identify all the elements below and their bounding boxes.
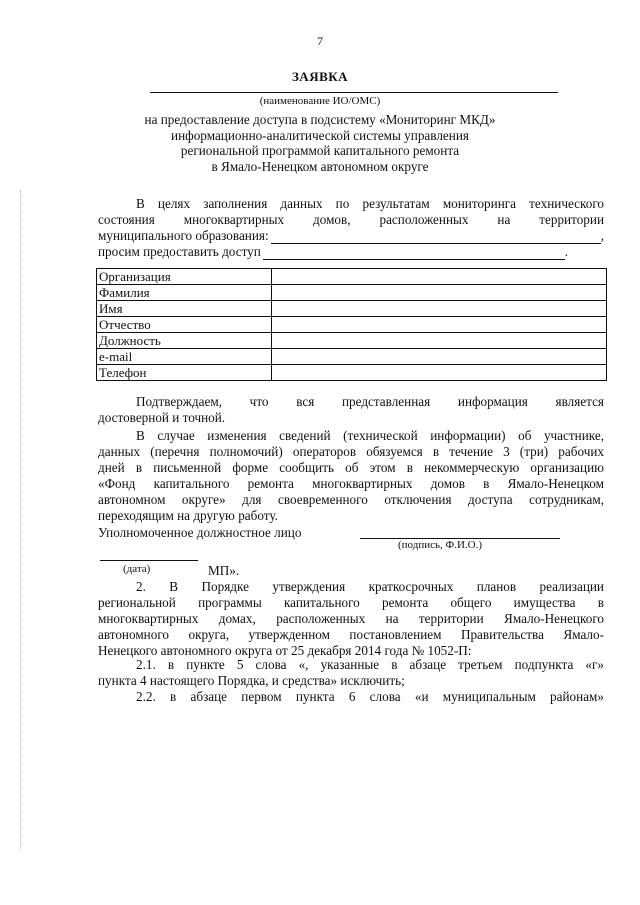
row-value[interactable] [272,317,607,333]
description-line: в Ямало-Ненецком автономном округе [211,158,429,174]
description-line: региональной программой капитального ремонта [180,143,460,158]
page-number: 7 [317,34,323,48]
municipality-field[interactable] [271,232,601,244]
document-title: ЗАЯВКА [291,69,349,84]
table-row [97,301,607,317]
scan-edge-mark [20,190,21,850]
amendment-line: региональной программы капитального ремонта общего имущества в [98,595,604,610]
amendment-line: 2.1. в пункте 5 слова «, указанные в абзаце третьем подпункта «г» [136,657,604,672]
intro-line: В целях заполнения данных по результатам мониторинга технического [136,196,604,211]
date-line[interactable] [100,560,198,561]
row-label: Фамилия [97,285,272,301]
amendment-paragraph-2 [98,579,604,659]
row-label: e-mail [97,349,272,365]
access-period: . [564,244,568,259]
description-line: информационно-аналитической системы управления [171,127,469,143]
row-label: Отчество [97,317,272,333]
municipality-label: муниципального образования: [98,228,269,243]
table-row [97,317,607,333]
table-row [97,333,607,349]
amendment-line: Ненецкого автономного округа от 25 декабря 2014 года № 1052-П: [98,643,472,658]
table-row [97,269,607,285]
intro-line: состояния многоквартирных домов, расположенных на территории [98,212,604,227]
row-label: Организация [97,269,272,285]
confirm-line: достоверной и точной. [98,410,226,425]
table-row [97,349,607,365]
amendment-line: многоквартирных домах, расположенных на территории Ямало-Ненецкого [98,611,604,626]
org-label: (наименование ИО/ОМС) [259,95,381,107]
change-notice-paragraph [98,428,604,524]
access-field[interactable] [263,248,565,260]
access-label: просим предоставить доступ [98,244,261,259]
row-value[interactable] [272,333,607,349]
confirm-line: Подтверждаем, что вся представленная информация является [136,394,604,409]
org-name-line [150,92,558,93]
row-value[interactable] [272,365,607,381]
amendment-line: 2. В Порядке утверждения краткосрочных планов реализации [136,579,604,594]
confirmation-paragraph [98,394,604,426]
amendment-line: 2.2. в абзаце первом пункта 6 слова «и муниципальным районам» [136,689,604,704]
date-label: (дата) [123,563,151,575]
change-line: дней в письменной форме сообщить об этом в некоммерческую организацию [98,460,604,475]
description-line: на предоставление доступа в подсистему «Мониторинг МКД» [144,112,496,127]
row-value[interactable] [272,349,607,365]
row-label: Телефон [97,365,272,381]
applicant-info-table [96,268,607,381]
change-line: В случае изменения сведений (технической информации) об участнике, [136,428,604,443]
change-line: автономном округе» для своевременного отключения доступа сотрудникам, [98,492,604,507]
amendment-paragraph-2-2 [98,689,604,705]
table-row [97,285,607,301]
row-value[interactable] [272,285,607,301]
signature-label: (подпись, Ф.И.О.) [398,539,482,551]
change-line: «Фонд капитального ремонта многоквартирных домов в Ямало-Ненецком [98,476,604,491]
amendment-line: пункта 4 настоящего Порядка, и средства» исключить; [98,673,405,688]
request-description [0,112,640,174]
access-row [98,244,568,260]
row-value[interactable] [272,301,607,317]
row-label: Должность [97,333,272,349]
amendment-paragraph-2-1 [98,657,604,689]
stamp-placeholder: МП». [208,563,240,578]
intro-paragraph [98,196,604,260]
table-row [97,365,607,381]
municipality-comma: , [600,228,604,243]
change-line: данных (перечня полномочий) операторов обязуемся в течение 3 (три) рабочих [98,444,604,459]
authorized-official-label: Уполномоченное должностное лицо [98,525,302,540]
change-line: переходящим на другую работу. [98,508,278,523]
row-value[interactable] [272,269,607,285]
amendment-line: автономного округа, утвержденном постановлением Правительства Ямало- [98,627,604,642]
municipality-row [98,228,604,244]
row-label: Имя [97,301,272,317]
